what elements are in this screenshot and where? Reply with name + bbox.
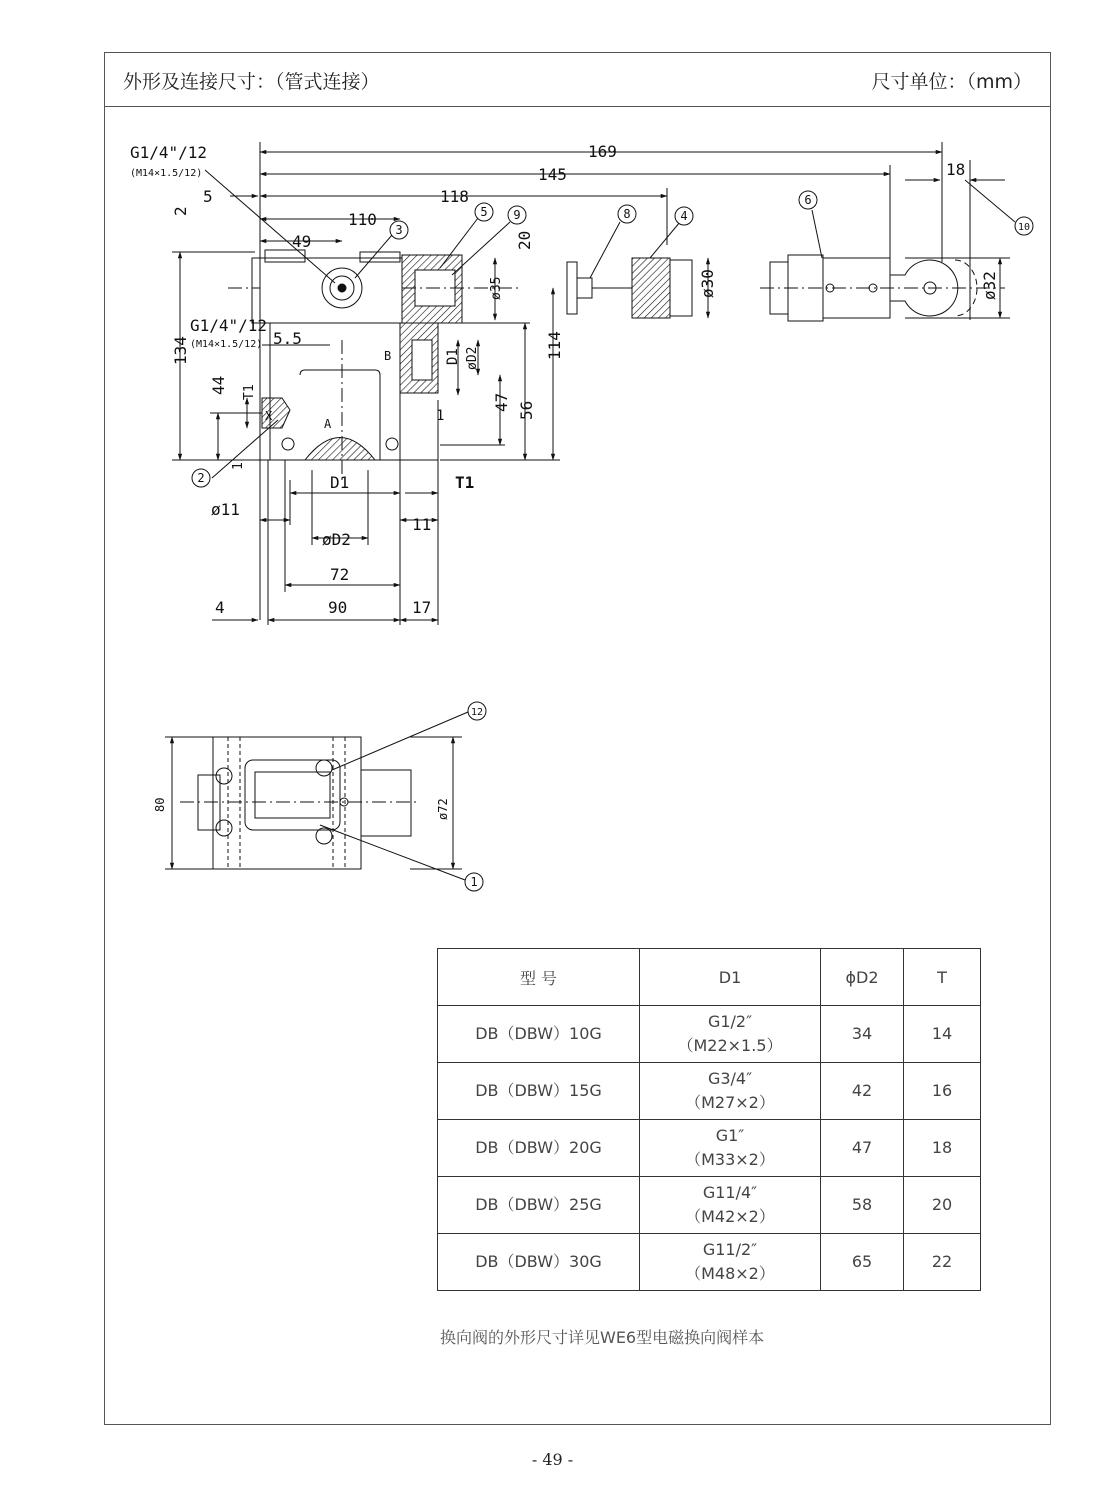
dim-11: 11	[412, 515, 432, 534]
page-number: - 49 -	[531, 1450, 574, 1469]
dim-44: 44	[209, 375, 228, 395]
cell-t: 14	[904, 1006, 981, 1063]
cell-t: 16	[904, 1063, 981, 1120]
callout-6-label: 6	[804, 193, 812, 207]
callout-1-label: 1	[470, 875, 478, 889]
port-B: B	[384, 349, 392, 363]
cell-d1-metric: （M27×2）	[685, 1093, 775, 1112]
port-X: X	[265, 409, 273, 423]
table-row	[438, 1234, 981, 1291]
dim-90: 90	[328, 598, 348, 617]
dim-D1-vertical: D1	[445, 348, 461, 365]
cell-d2: 34	[821, 1006, 904, 1063]
cell-model: DB（DBW）20G	[438, 1120, 640, 1177]
dim-20: 20	[515, 230, 534, 250]
footnote: 换向阀的外形尺寸详见WE6型电磁换向阀样本	[440, 1328, 765, 1347]
dim-T1: T1	[455, 473, 475, 492]
dim-49: 49	[292, 232, 312, 251]
table-row	[438, 1006, 981, 1063]
cell-d1-metric: （M48×2）	[685, 1264, 775, 1283]
dim-17: 17	[412, 598, 432, 617]
cell-d1-inch: G1/2″	[707, 1012, 753, 1031]
cell-d1	[640, 1063, 821, 1120]
dim-phi11: ø11	[211, 500, 240, 519]
unit-label: 尺寸单位：（mm）	[871, 71, 1032, 93]
dim-1-right: 1	[436, 408, 445, 424]
dim-phiD2: øD2	[322, 530, 351, 549]
cell-t: 22	[904, 1234, 981, 1291]
dim-phi32: ø32	[980, 271, 999, 300]
dim-5: 5	[203, 187, 213, 206]
port-label-mid: G1/4"/12	[190, 316, 268, 335]
cell-d2: 42	[821, 1063, 904, 1120]
dim-phi72: ø72	[436, 798, 450, 820]
cell-d2: 58	[821, 1177, 904, 1234]
dim-phi30: ø30	[698, 269, 717, 298]
dim-169: 169	[588, 142, 617, 161]
dim-134: 134	[171, 336, 190, 365]
callout-3-label: 3	[395, 223, 403, 237]
dim-118: 118	[440, 187, 469, 206]
dim-1-vertical: 1	[231, 462, 246, 470]
port-sub-mid: (M14×1.5/12)	[190, 339, 263, 350]
callout-12-label: 12	[470, 707, 484, 718]
cell-d1-inch: G3/4″	[707, 1069, 753, 1088]
cell-t: 20	[904, 1177, 981, 1234]
cell-d1	[640, 1120, 821, 1177]
callout-8-label: 8	[623, 207, 631, 221]
cell-model: DB（DBW）10G	[438, 1006, 640, 1063]
dim-56: 56	[517, 400, 536, 420]
section-title: 外形及连接尺寸：（管式连接）	[123, 71, 380, 93]
table-row	[438, 1063, 981, 1120]
dim-phi35: ø35	[489, 276, 504, 300]
dim-80: 80	[153, 797, 167, 812]
spec-table	[437, 948, 981, 1291]
dim-110: 110	[348, 210, 377, 229]
dim-4: 4	[215, 598, 225, 617]
cell-d1-inch: G11/4″	[702, 1183, 758, 1202]
cell-d1	[640, 1234, 821, 1291]
table-row	[438, 1120, 981, 1177]
table-row	[438, 1177, 981, 1234]
cell-d1-metric: （M33×2）	[685, 1150, 775, 1169]
header-d2: ϕD2	[821, 949, 904, 1006]
cell-d2: 65	[821, 1234, 904, 1291]
port-sub-top: (M14×1.5/12)	[130, 168, 203, 179]
header-d1: D1	[640, 949, 821, 1006]
callout-10-label: 10	[1017, 222, 1031, 233]
dim-72: 72	[330, 565, 350, 584]
dim-18: 18	[946, 160, 966, 179]
dim-D1: D1	[330, 473, 350, 492]
dim-145: 145	[538, 165, 567, 184]
cell-d1	[640, 1177, 821, 1234]
dim-2: 2	[171, 206, 190, 216]
cell-d1-metric: （M42×2）	[685, 1207, 775, 1226]
cell-model: DB（DBW）30G	[438, 1234, 640, 1291]
callout-9-label: 9	[513, 208, 521, 222]
cell-d1-metric: （M22×1.5）	[677, 1036, 783, 1055]
dim-114: 114	[545, 331, 564, 360]
cell-model: DB（DBW）15G	[438, 1063, 640, 1120]
dim-T1-vertical: T1	[242, 384, 257, 400]
callout-4-label: 4	[680, 209, 688, 223]
cell-t: 18	[904, 1120, 981, 1177]
port-A: A	[324, 417, 332, 431]
dim-5-5: 5.5	[273, 329, 302, 348]
cell-d1	[640, 1006, 821, 1063]
port-label-top: G1/4"/12	[130, 143, 208, 162]
cell-d2: 47	[821, 1120, 904, 1177]
dim-phiD2-vertical: øD2	[465, 346, 480, 370]
cell-d1-inch: G11/2″	[702, 1240, 758, 1259]
dim-47: 47	[492, 392, 511, 412]
callout-2-label: 2	[197, 471, 205, 485]
cell-model: DB（DBW）25G	[438, 1177, 640, 1234]
header-t: T	[904, 949, 981, 1006]
cell-d1-inch: G1″	[715, 1126, 745, 1145]
header-model: 型 号	[438, 949, 640, 1006]
callout-5-label: 5	[480, 205, 488, 219]
table-header-row	[438, 949, 981, 1006]
